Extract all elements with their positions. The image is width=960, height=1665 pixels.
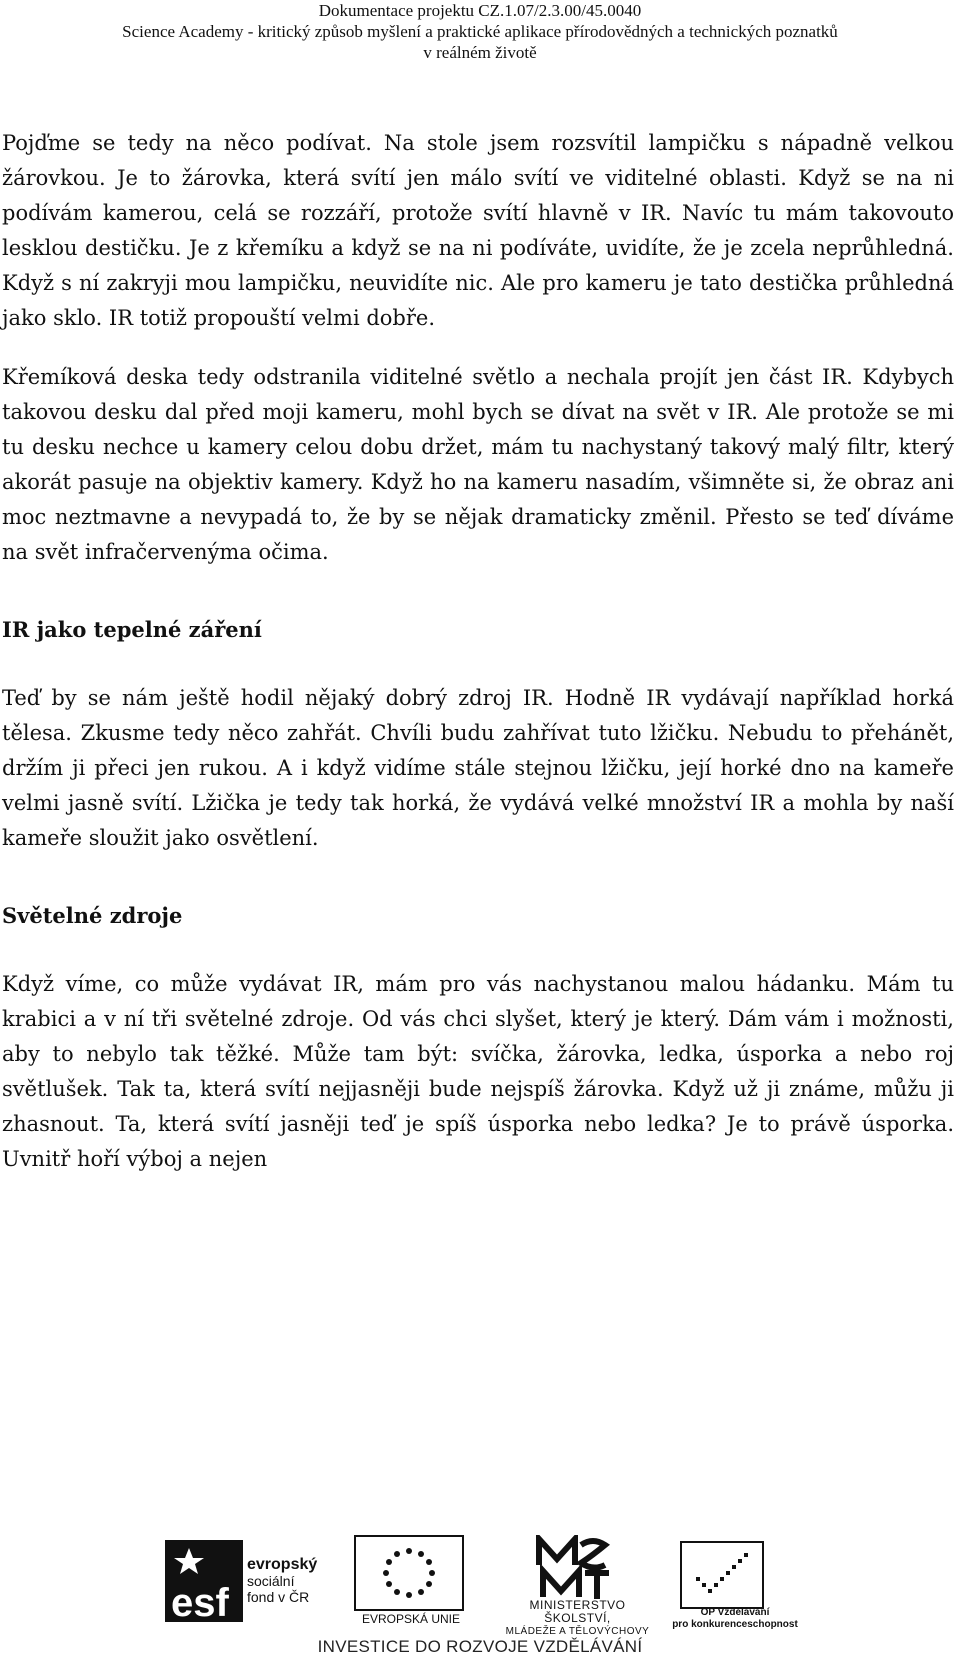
logo-strip (165, 1535, 805, 1637)
op-line-1: OP Vzdělávání (700, 1607, 770, 1618)
msmt-line-1: MINISTERSTVO ŠKOLSTVÍ, (529, 1598, 626, 1625)
header-title-line: Science Academy - kritický způsob myšlení a praktické aplikace přírodovědných a technických poznatků (122, 22, 838, 41)
msmt-mark-icon (533, 1535, 613, 1601)
svg-text:esf: esf (171, 1581, 229, 1622)
document-body (2, 126, 954, 1201)
eu-label: EVROPSKÁ UNIE (361, 1612, 461, 1626)
paragraph-1: Pojďme se tedy na něco podívat. Na stole jsem rozsvítil lampičku s nápadně velkou žárovkou. Je to žárovka, která svítí jen málo svítí ve viditelné oblasti. Když se na ni podívám kamerou, celá se rozzáří, protože svítí hlavně v IR. Navíc tu mám takovouto lesklou destičku. Je z křemíku a když se na ni podíváte, uvidíte, že je zcela neprůhledná. Když s ní zakryji mou lampičku, neuvidíte nic. Ale pro kameru je tato destička průhledná jako sklo. IR totiž propouští velmi dobře. (2, 131, 954, 330)
section-heading-light-sources: Světelné zdroje (2, 903, 183, 928)
msmt-line-2: MLÁDEŽE A TĚLOVÝCHOVY (505, 1626, 650, 1637)
esf-line-2: sociální (247, 1573, 295, 1589)
paragraph-4: Když víme, co může vydávat IR, mám pro vás nachystanou malou hádanku. Mám tu krabici a v ní tři světelné zdroje. Od vás chci slyšet, který je který. Dám vám i možnosti, aby to nebylo tak těžké. Může tam být: svíčka, žárovka, ledka, úsporka a nebo roj světlušek. Tak ta, která svítí nejjasněji bude nejspíš žárovka. Když už ji známe, můžu ji zhasnout. Ta, která svítí jasněji teď je spíš úsporka nebo ledka? Je to právě úsporka. Uvnitř hoří výboj a nejen (2, 972, 954, 1171)
esf-line-3: fond v ČR (247, 1589, 310, 1605)
page-header (0, 0, 960, 63)
header-project-line: Dokumentace projektu CZ.1.07/2.3.00/45.0040 (318, 1, 642, 20)
paragraph-2: Křemíková deska tedy odstranila viditelné světlo a nechala projít jen část IR. Kdybych takovou desku dal před moji kameru, mohl bych se dívat na svět v IR. Ale protože se mi tu desku nechce u kamery celou dobu držet, mám tu nachystaný takový malý filtr, který akorát pasuje na objektiv kamery. Když ho na kameru nasadím, všimněte si, že obraz ani moc neztmavne a nevypadá to, že by se nějak dramaticky změnil. Přesto se teď díváme na svět infračervenýma očima. (2, 365, 954, 564)
msmt-logo (495, 1535, 660, 1637)
op-logo (670, 1535, 805, 1630)
op-label (670, 1607, 800, 1631)
page-footer (0, 1535, 960, 1665)
eu-stars-icon (356, 1537, 462, 1609)
eu-flag-icon (354, 1535, 464, 1611)
msmt-label (495, 1599, 660, 1638)
op-mark-icon (680, 1541, 764, 1609)
esf-mark-icon (165, 1540, 243, 1622)
paragraph-3: Teď by se nám ještě hodil nějaký dobrý zdroj IR. Hodně IR vydávají například horká tělesa. Zkusme tedy něco zahřát. Chvíli budu zahřívat tuto lžičku. Nebudu to přehánět, držím ji přeci jen rukou. A i když vidíme stále stejnou lžičku, její horké dno na kameře velmi jasně svítí. Lžička je tedy tak horká, že vydává velké množství IR a mohla by naší kameře sloužit jako osvětlení. (2, 686, 954, 850)
section-heading-ir-heat: IR jako tepelné záření (2, 617, 262, 642)
eu-logo (350, 1535, 470, 1627)
op-checkmark-icon (682, 1543, 762, 1607)
esf-logo (165, 1535, 335, 1627)
header-title-line-2: v reálném životě (423, 43, 537, 62)
footer-slogan: INVESTICE DO ROZVOJE VZDĚLÁVÁNÍ (317, 1637, 643, 1656)
esf-line-1: evropský (247, 1556, 318, 1573)
esf-text (247, 1557, 317, 1605)
op-line-2: pro konkurenceschopnost (672, 1619, 798, 1630)
